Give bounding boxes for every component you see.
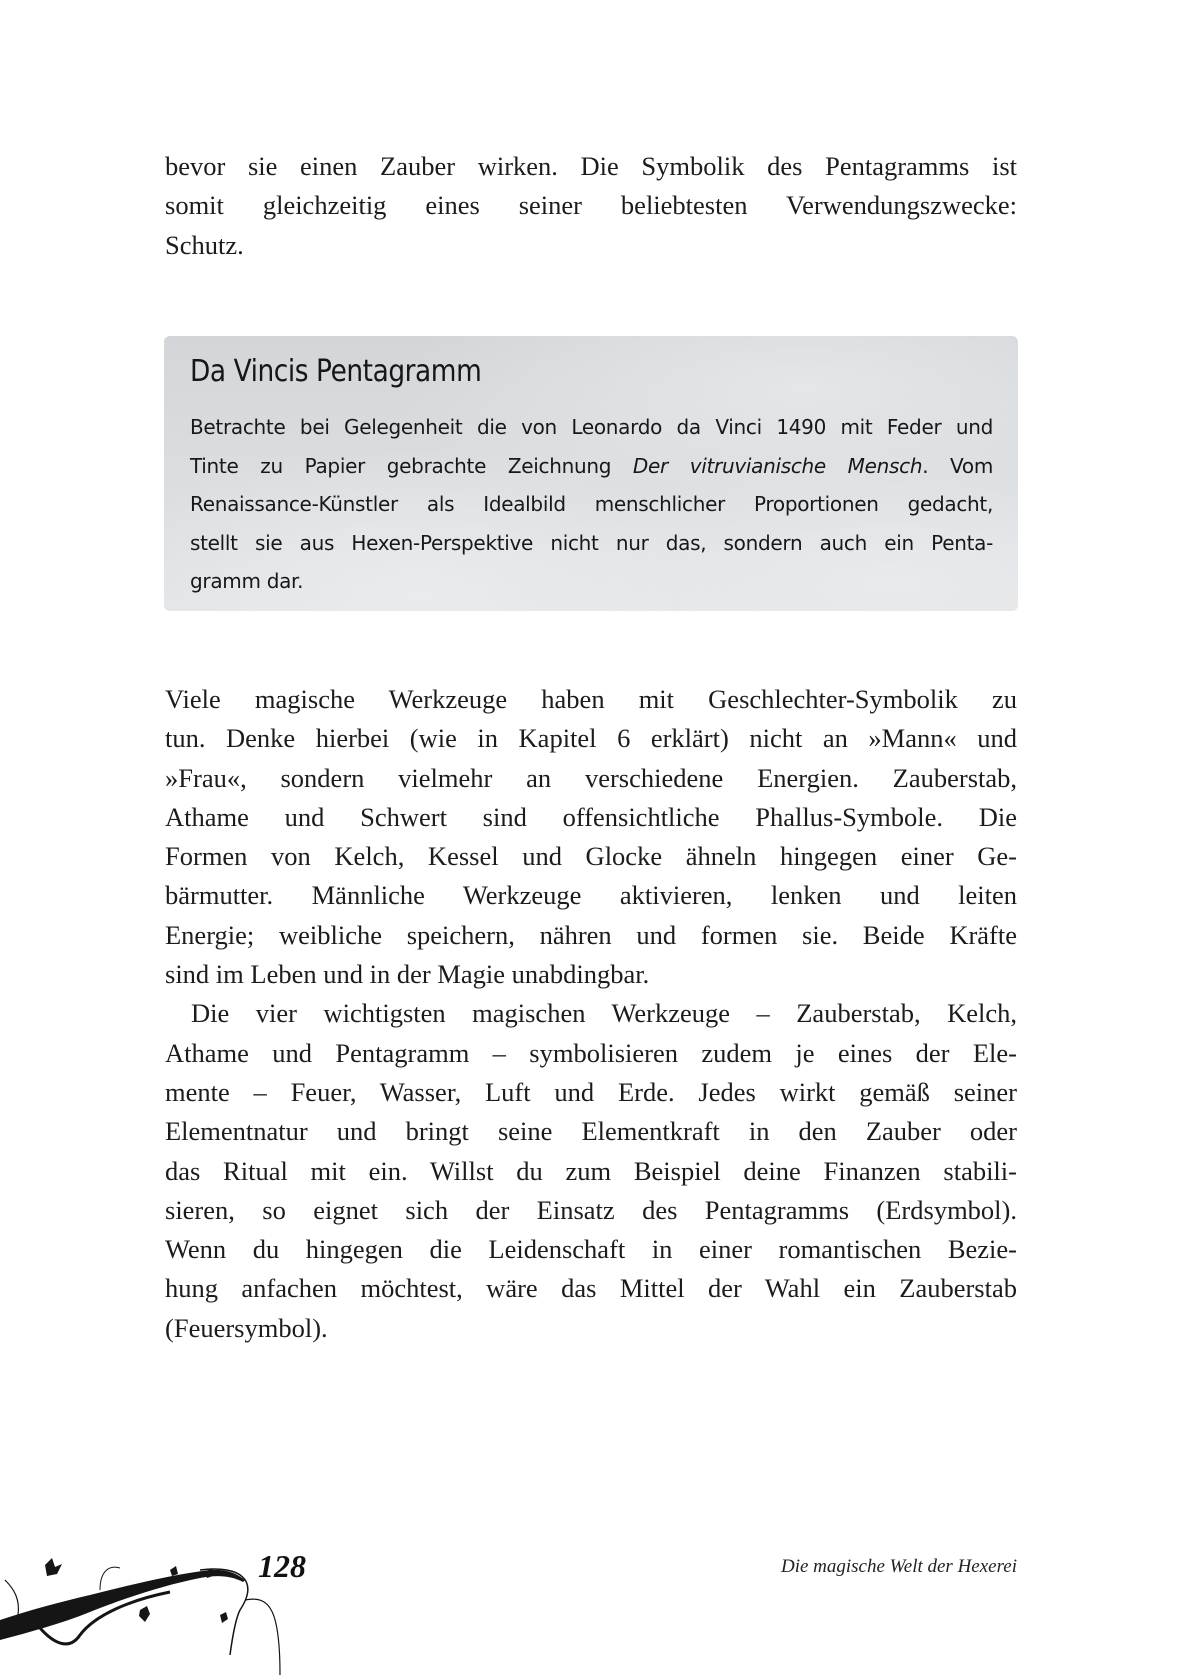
text-span: . Vom	[922, 453, 994, 478]
leaf	[139, 1606, 150, 1622]
text-line: das Ritual mit ein. Willst du zum Beispiel deine Finanzen stabili-	[165, 1155, 1017, 1186]
info-box-title: Da Vincis Pentagramm	[190, 354, 482, 389]
text-line: bevor sie einen Zauber wirken. Die Symbolik des Pentagramms ist	[165, 151, 1017, 181]
running-footer-title: Die magische Welt der Hexerei	[780, 1556, 1017, 1577]
text-line: Athame und Pentagramm – symbolisieren zudem je eines der Ele-	[165, 1037, 1017, 1068]
text-line	[190, 447, 993, 486]
text-line: (Feuersymbol).	[165, 1312, 328, 1343]
text-line: mente – Feuer, Wasser, Luft und Erde. Jedes wirkt gemäß seiner	[165, 1076, 1017, 1107]
text-line: Athame und Schwert sind offensichtliche Phallus-Symbole. Die	[165, 801, 1017, 832]
page-number: 128	[258, 1548, 306, 1584]
vine-tendril	[5, 1580, 18, 1615]
text-line: sind im Leben und in der Magie unabdingbar.	[165, 959, 650, 990]
paragraph	[165, 994, 1017, 1348]
leaf	[45, 1558, 62, 1576]
text-line: stellt sie aus Hexen-Perspektive nicht nur das, sondern auch ein Penta-	[190, 530, 993, 555]
text-line: Energie; weibliche speichern, nähren und formen sie. Beide Kräfte	[165, 919, 1017, 950]
artwork-title: Der vitruvianische Mensch	[632, 453, 923, 478]
vine-tendril	[100, 1567, 120, 1590]
info-box-text	[190, 408, 993, 601]
text-line: gramm dar.	[190, 569, 304, 593]
text-line: Die vier wichtigsten magischen Werkzeuge – Zauberstab, Kelch,	[191, 998, 1017, 1029]
text-line: Wenn du hingegen die Leidenschaft in einer romantischen Bezie-	[165, 1234, 1017, 1265]
vine-tendril	[245, 1599, 280, 1675]
text-line: Viele magische Werkzeuge haben mit Geschlechter-Symbolik zu	[165, 684, 1017, 714]
text-line: »Frau«, sondern vielmehr an verschiedene Energien. Zauberstab,	[165, 762, 1017, 793]
text-line: somit gleichzeitig eines seiner beliebtesten Verwendungszwecke:	[165, 190, 1017, 221]
text-line: tun. Denke hierbei (wie in Kapitel 6 erklärt) nicht an »Mann« und	[165, 723, 1017, 754]
info-box	[164, 336, 1018, 611]
text-line: Elementnatur und bringt seine Elementkraft in den Zauber oder	[165, 1116, 1017, 1147]
paragraph	[165, 680, 1017, 994]
text-span: Tinte zu Papier gebrachte Zeichnung	[190, 453, 633, 478]
text-line: bärmutter. Männliche Werkzeuge aktivieren, lenken und leiten	[165, 880, 1017, 911]
text-line: Betrachte bei Gelegenheit die von Leonardo da Vinci 1490 mit Feder und	[190, 415, 993, 439]
text-line: Renaissance-Künstler als Idealbild menschlicher Proportionen gedacht,	[190, 492, 993, 516]
main-text	[165, 680, 1017, 1348]
text-line: hung anfachen möchtest, wäre das Mittel der Wahl ein Zauberstab	[165, 1273, 1017, 1304]
vine-tendril	[200, 1569, 248, 1655]
leaf	[220, 1612, 228, 1623]
intro-paragraph	[165, 147, 1017, 265]
text-line: sieren, so eignet sich der Einsatz des Pentagramms (Erdsymbol).	[165, 1194, 1017, 1225]
leaf	[170, 1566, 178, 1576]
text-line: Schutz.	[165, 229, 244, 260]
text-line: Formen von Kelch, Kessel und Glocke ähneln hingegen einer Ge-	[165, 841, 1017, 872]
